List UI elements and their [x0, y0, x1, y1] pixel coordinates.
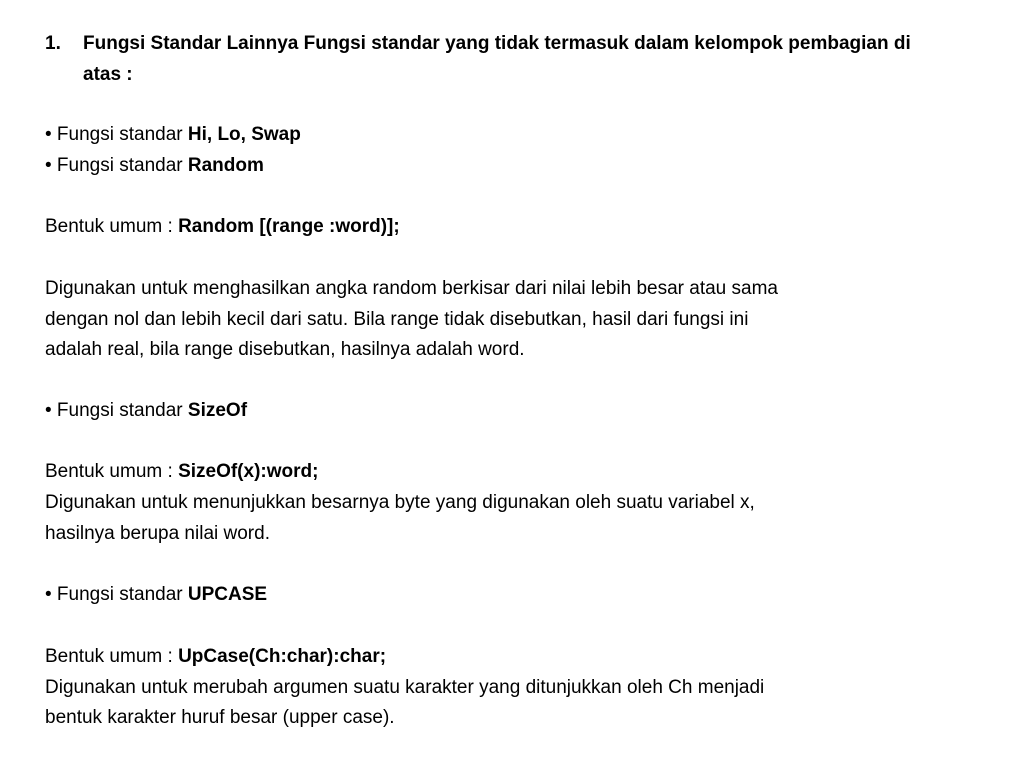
bullet-sizeof [45, 396, 980, 427]
heading-text: Fungsi Standar Lainnya Fungsi standar yang tidak termasuk dalam kelompok pembagian di atas : [83, 33, 911, 85]
random-description-line-2: dengan nol dan lebih kecil dari satu. Bila range tidak disebutkan, hasil dari fungsi ini [45, 309, 749, 330]
form-syntax: Random [(range :word)]; [178, 216, 400, 237]
bullet-hi-lo-swap [45, 120, 980, 151]
random-description-line-3: adalah real, bila range disebutkan, hasilnya adalah word. [45, 339, 525, 360]
bullet-random [45, 151, 980, 182]
sizeof-description-line-1: Digunakan untuk menunjukkan besarnya byte yang digunakan oleh suatu variabel x, [45, 492, 755, 513]
form-syntax: UpCase(Ch:char):char; [178, 646, 387, 667]
function-name: SizeOf [187, 400, 248, 421]
form-prefix: Bentuk umum : [45, 216, 179, 237]
form-syntax: SizeOf(x):word; [178, 461, 319, 482]
function-name: UPCASE [187, 584, 268, 605]
bullet-prefix: • Fungsi standar [45, 584, 188, 605]
form-prefix: Bentuk umum : [45, 646, 179, 667]
bullet-upcase [45, 580, 980, 611]
random-general-form [45, 212, 980, 243]
sizeof-general-form [45, 457, 980, 488]
function-name: Random [187, 155, 264, 176]
function-name: Hi, Lo, Swap [187, 124, 301, 145]
heading-number: 1. [45, 33, 61, 54]
bullet-prefix: • Fungsi standar [45, 400, 188, 421]
upcase-description-line-1: Digunakan untuk merubah argumen suatu karakter yang ditunjukkan oleh Ch menjadi [45, 677, 765, 698]
upcase-description-line-2: bentuk karakter huruf besar (upper case). [45, 707, 395, 728]
section-heading [45, 28, 945, 90]
bullet-prefix: • Fungsi standar [45, 124, 188, 145]
sizeof-description-line-2: hasilnya berupa nilai word. [45, 523, 270, 544]
upcase-general-form [45, 642, 980, 673]
form-prefix: Bentuk umum : [45, 461, 179, 482]
bullet-prefix: • Fungsi standar [45, 155, 188, 176]
random-description-line-1: Digunakan untuk menghasilkan angka random berkisar dari nilai lebih besar atau sama [45, 278, 778, 299]
